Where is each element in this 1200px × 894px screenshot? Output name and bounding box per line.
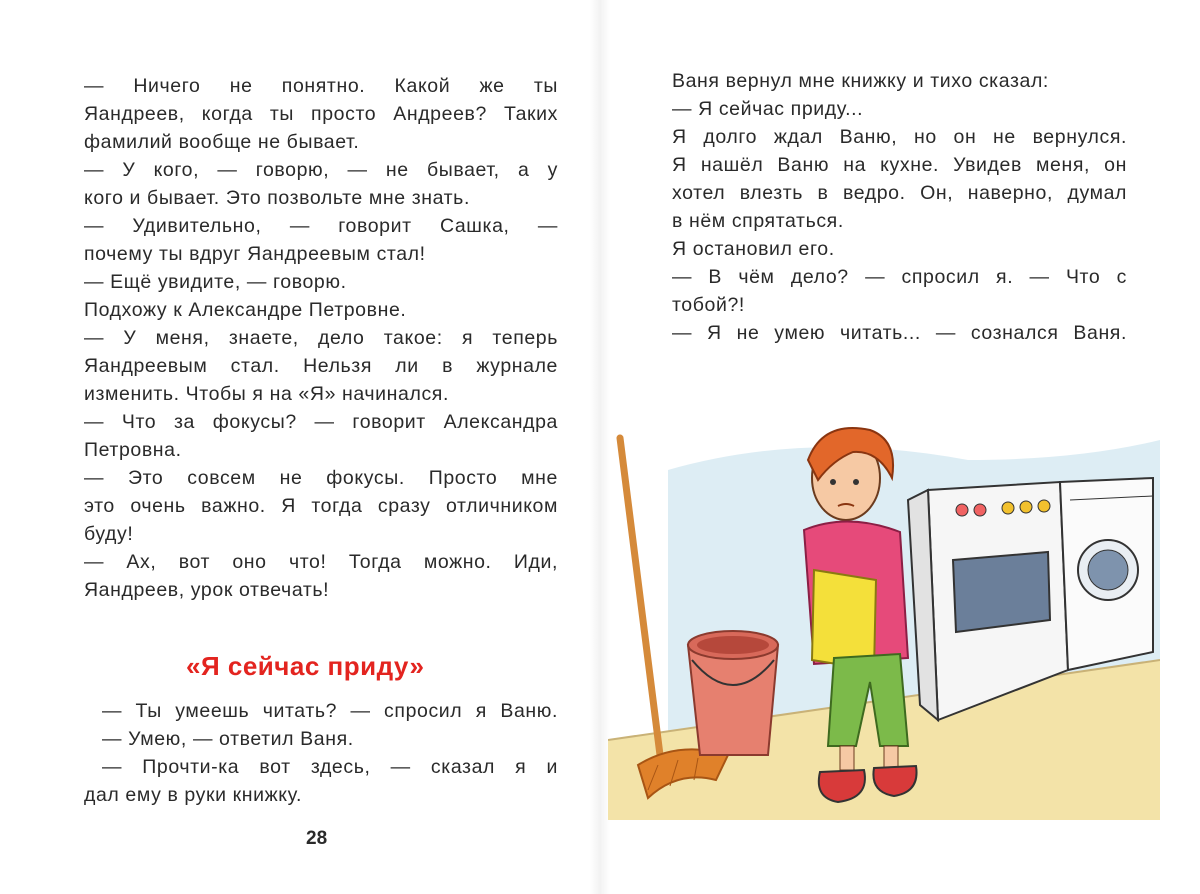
text-line: — Ещё увидите, — говорю. — [84, 271, 347, 293]
text-line: Я долго ждал Ваню, но он не вернулся. — [672, 126, 1127, 148]
right-page — [600, 0, 1200, 894]
bucket-icon — [688, 631, 778, 755]
text-line: фамилий вообще не бывает. — [84, 131, 360, 153]
text-line: — Что за фокусы? — говорит Александра — [84, 411, 558, 433]
text-line: кого и бывает. Это позвольте мне знать. — [84, 187, 470, 209]
text-line: — В чём дело? — спросил я. — Что с — [672, 266, 1127, 288]
text-line: почему ты вдруг Яандреевым стал! — [84, 243, 426, 265]
text-line: — Я сейчас приду... — [672, 98, 864, 120]
text-line: — Ты умеешь читать? — спросил я Ваню. — [102, 700, 558, 722]
text-line: — У меня, знаете, дело такое: я теперь — [84, 327, 558, 349]
text-line: — Это совсем не фокусы. Просто мне — [84, 467, 558, 489]
text-line: Яандреевым стал. Нельзя ли в журнале — [84, 355, 558, 377]
text-line: Петровна. — [84, 439, 182, 461]
text-line: Яандреев, когда ты просто Андреев? Таких — [84, 103, 558, 125]
text-line: Ваня вернул мне книжку и тихо сказал: — [672, 70, 1049, 92]
text-line: Подхожу к Александре Петровне. — [84, 299, 407, 321]
text-line: буду! — [84, 523, 134, 545]
text-line: — У кого, — говорю, — не бывает, а у — [84, 159, 558, 181]
text-line: тобой?! — [672, 294, 745, 316]
page-number: 28 — [306, 828, 328, 849]
text-line: изменить. Чтобы я на «Я» начинался. — [84, 383, 449, 405]
text-line: — Я не умею читать... — сознался Ваня. — [672, 322, 1127, 344]
text-line: дал ему в руки книжку. — [84, 784, 303, 806]
text-line: — Ах, вот оно что! Тогда можно. Иди, — [84, 551, 558, 573]
text-line: — Удивительно, — говорит Сашка, — — [84, 215, 558, 237]
washing-machine-icon — [1060, 478, 1153, 670]
kitchen-illustration — [608, 420, 1160, 820]
text-line: — Ничего не понятно. Какой же ты — [84, 75, 558, 97]
text-line: Яандреев, урок отвечать! — [84, 579, 330, 601]
text-line: — Умею, — ответил Ваня. — [102, 728, 354, 750]
text-line: Я нашёл Ваню на кухне. Увидев меня, он — [672, 154, 1127, 176]
text-line: хотел влезть в ведро. Он, наверно, думал — [672, 182, 1127, 204]
text-line: в нём спрятаться. — [672, 210, 844, 232]
text-line: Я остановил его. — [672, 238, 835, 260]
text-line: это очень важно. Я тогда сразу отличником — [84, 495, 558, 517]
chapter-title: «Я сейчас приду» — [186, 651, 425, 681]
text-line: — Прочти-ка вот здесь, — сказал я и — [102, 756, 558, 778]
book-icon — [812, 570, 876, 670]
